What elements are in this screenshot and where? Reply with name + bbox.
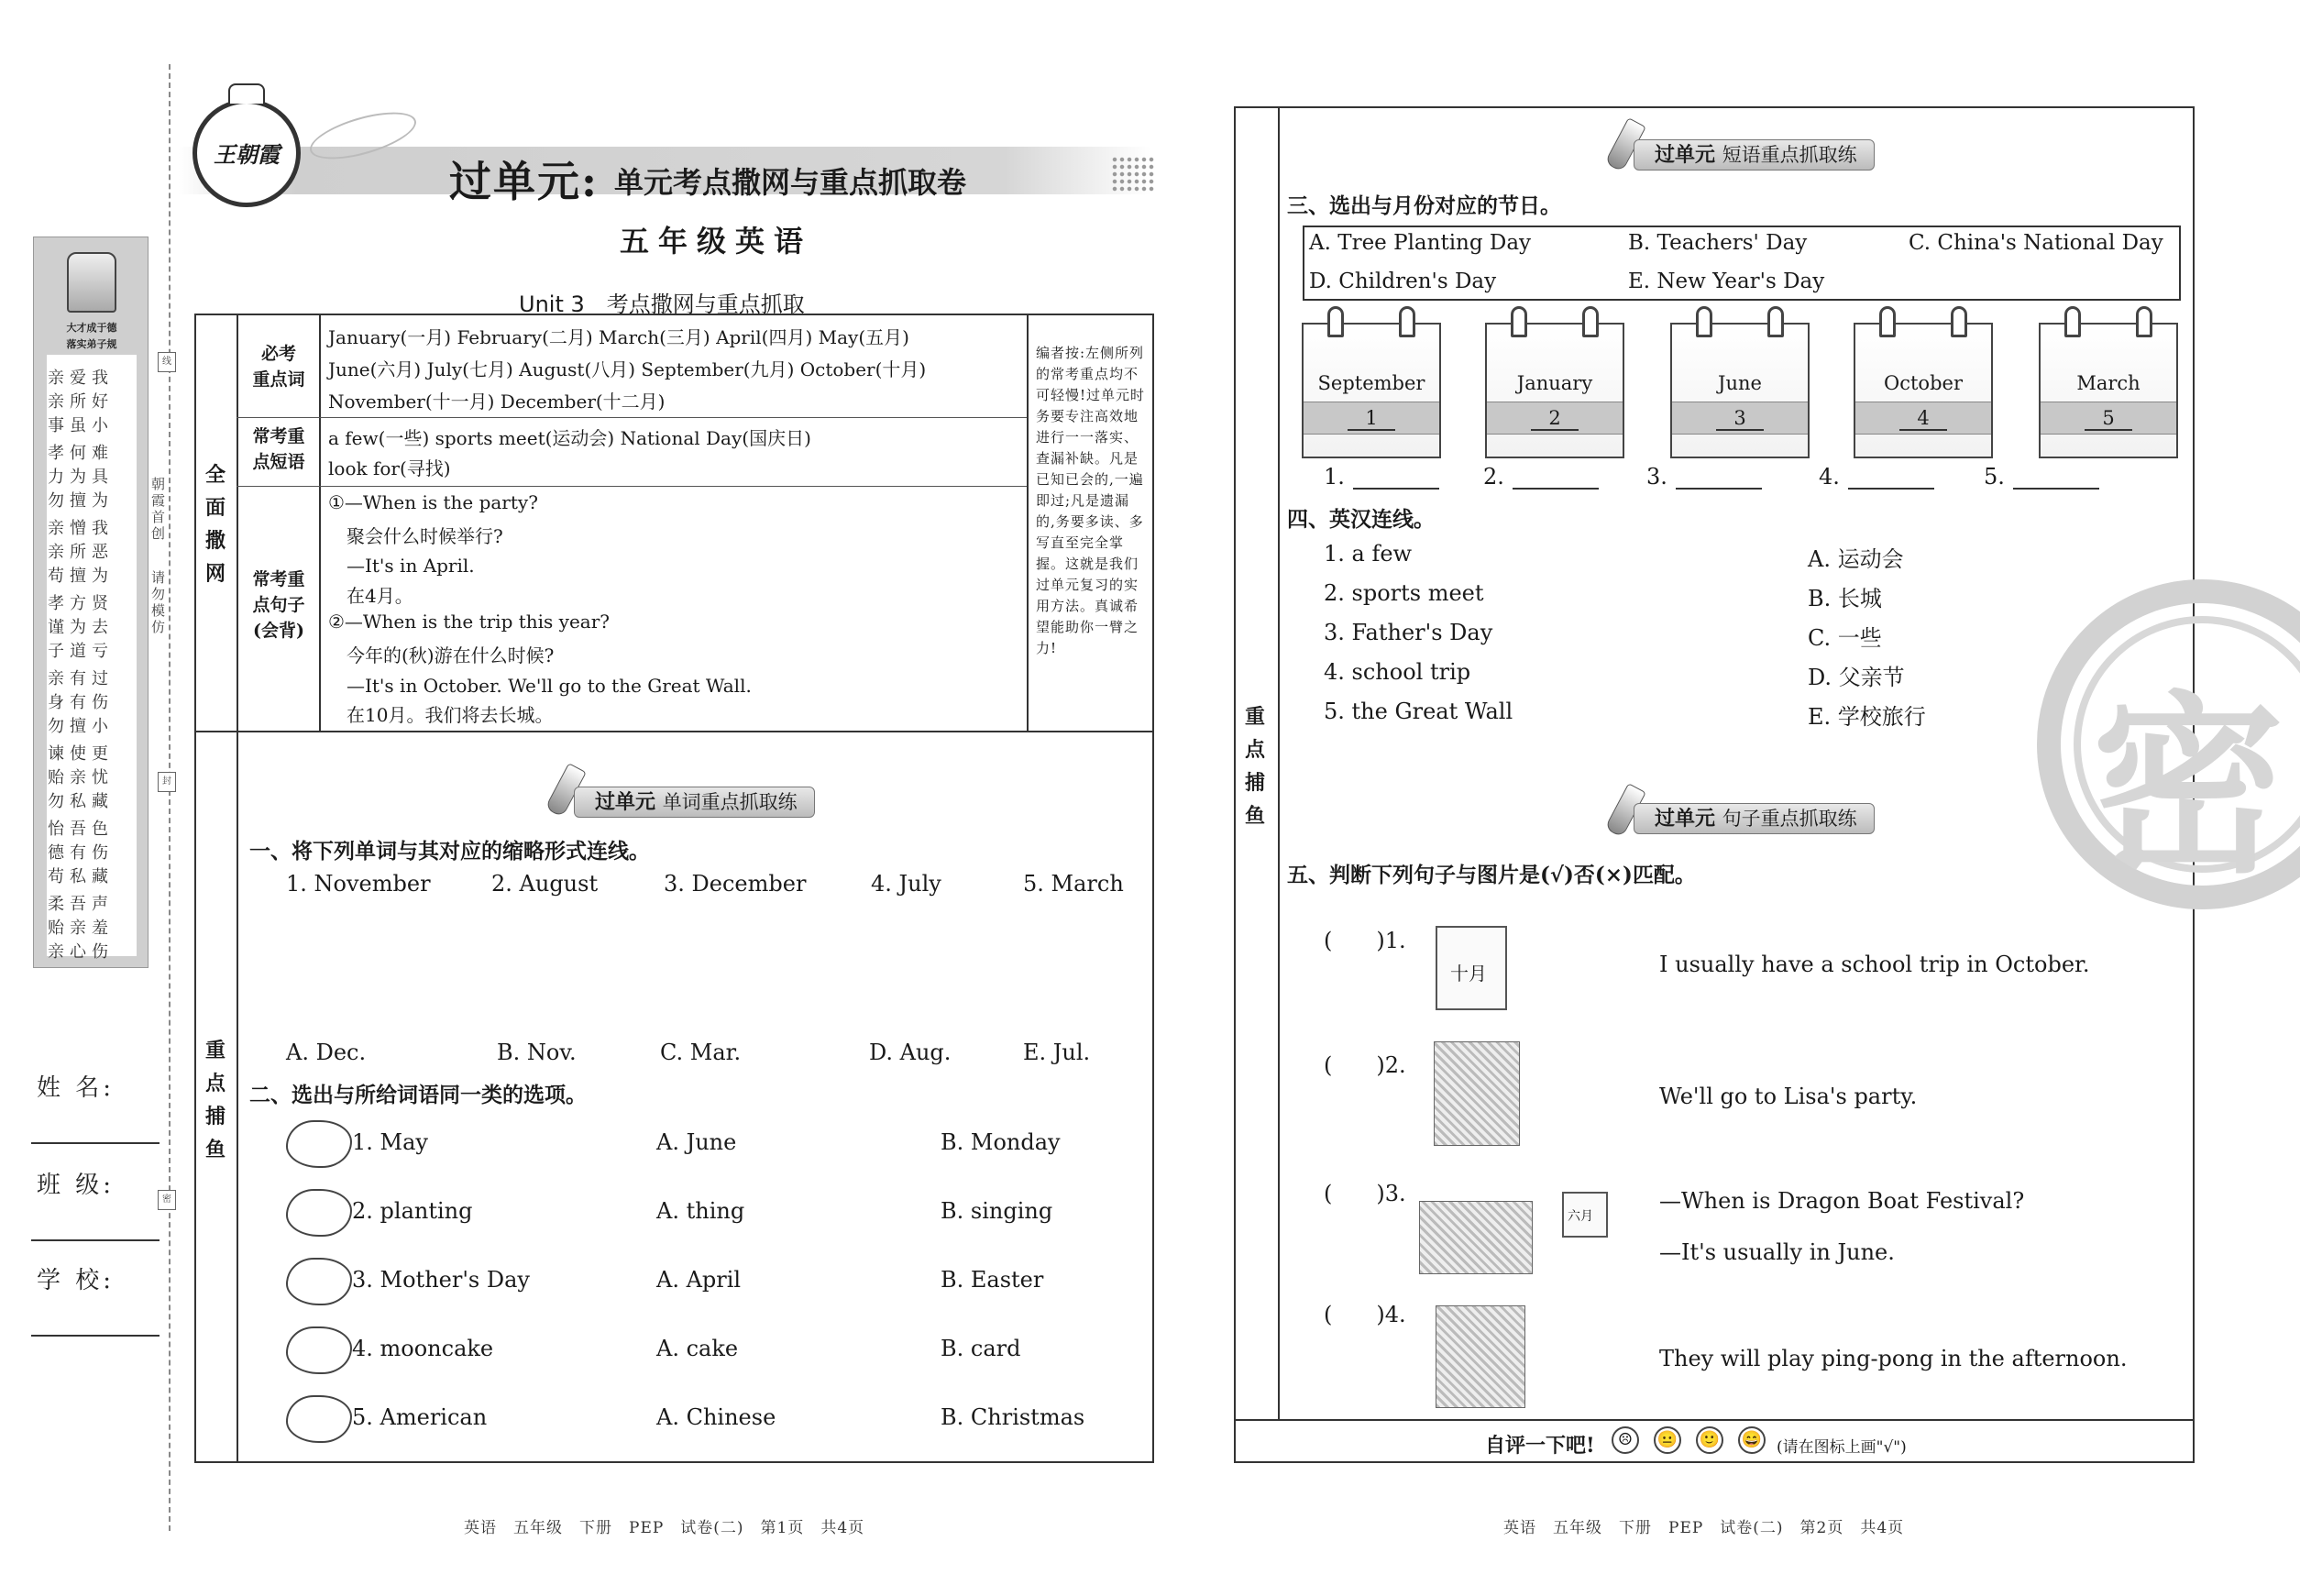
table-divider bbox=[194, 731, 1154, 732]
grade-title: 五年级英语 bbox=[620, 224, 813, 259]
calendar-card bbox=[1670, 323, 1810, 458]
answer-paren[interactable]: ( )2. bbox=[1324, 1052, 1406, 1078]
title-sub: 单元考点撒网与重点抓取卷 bbox=[614, 165, 967, 200]
side-note-2: 请勿模仿 bbox=[149, 570, 166, 636]
q4-right: C. 一些 bbox=[1808, 625, 1882, 651]
dragon-boat-picture bbox=[1419, 1201, 1533, 1274]
logo-text: 王朝霞 bbox=[214, 141, 280, 168]
q3-option: B. Teachers' Day bbox=[1628, 231, 1808, 255]
verse-char-col: 憎所擅 bbox=[70, 519, 88, 586]
brand-logo bbox=[193, 99, 301, 207]
q4-left: 2. sports meet bbox=[1324, 580, 1484, 606]
footer-right: 英语 五年级 下册 PEP 试卷(二) 第2页 共4页 bbox=[1503, 1519, 1905, 1537]
ring-icon bbox=[1327, 306, 1344, 337]
self-eval-label: 自评一下吧! bbox=[1485, 1434, 1595, 1458]
must-words-label: 必考 重点词 bbox=[252, 344, 305, 390]
section-char: 点 bbox=[1244, 738, 1265, 762]
section-char: 面 bbox=[204, 496, 226, 520]
sentence-line: 今年的(秋)游在什么时候? bbox=[328, 644, 555, 666]
q3-option: C. China's National Day bbox=[1909, 231, 2163, 255]
calendar-card bbox=[1485, 323, 1624, 458]
verse-char-col: 方为道 bbox=[70, 594, 88, 661]
q2-question: 4. mooncake bbox=[352, 1336, 494, 1361]
footer-left: 英语 五年级 下册 PEP 试卷(二) 第1页 共4页 bbox=[464, 1519, 865, 1537]
rating-face-icon[interactable]: 🙂 bbox=[1696, 1426, 1723, 1454]
great-wall-picture bbox=[1434, 1041, 1520, 1146]
q3-title: 三、选出与月份对应的节日。 bbox=[1287, 193, 1561, 218]
calendar-number: 1 bbox=[1348, 407, 1395, 431]
q2-option-b: B. singing bbox=[941, 1198, 1053, 1224]
q2-question: 3. Mother's Day bbox=[352, 1267, 530, 1293]
verse-char-col: 难具为 bbox=[92, 444, 110, 511]
phrase-line: a few(一些) sports meet(运动会) National Day(国庆日) bbox=[328, 427, 811, 449]
verse-char-col: 过伤小 bbox=[92, 669, 110, 736]
q2-option-b: B. card bbox=[941, 1336, 1021, 1361]
verse-char-col: 柔贻亲 bbox=[48, 895, 66, 962]
q3-option: A. Tree Planting Day bbox=[1309, 231, 1532, 255]
calendar-card bbox=[1854, 323, 1993, 458]
section-char: 网 bbox=[204, 562, 226, 586]
section-char: 点 bbox=[204, 1072, 226, 1095]
table-divider bbox=[237, 486, 1027, 487]
verse-char-col: 爱所虽 bbox=[70, 369, 88, 435]
answer-paren[interactable]: ( )4. bbox=[1324, 1302, 1406, 1327]
answer-paren[interactable]: ( )3. bbox=[1324, 1181, 1406, 1206]
unit-title: Unit 3 考点撒网与重点抓取 bbox=[519, 292, 805, 317]
calendar-number: 4 bbox=[1899, 407, 1947, 431]
q2-option-b: B. Easter bbox=[941, 1267, 1044, 1293]
watermark-char: 密 bbox=[2092, 673, 2285, 899]
q5-sentence: We'll go to Lisa's party. bbox=[1659, 1084, 1918, 1109]
q4-left: 3. Father's Day bbox=[1324, 620, 1493, 645]
calendar-month: October bbox=[1884, 372, 1963, 394]
section-char: 捕 bbox=[1244, 771, 1265, 795]
calendar-month: January bbox=[1516, 372, 1593, 394]
calendar-number: 5 bbox=[2085, 407, 2132, 431]
calendar-october-picture bbox=[1436, 926, 1507, 1010]
q2-option-a: A. June bbox=[656, 1129, 737, 1155]
verse-char-col: 亲亲事 bbox=[48, 369, 66, 435]
side-note-1: 朝霞首创 bbox=[149, 477, 166, 543]
q5-sentence: —It's usually in June. bbox=[1659, 1239, 1895, 1265]
cloud-answer-box[interactable] bbox=[286, 1120, 352, 1168]
basketball-picture bbox=[1436, 1305, 1525, 1408]
verse-char-col: 亲身勿 bbox=[48, 669, 66, 736]
school-label: 学 校: bbox=[37, 1267, 116, 1294]
verse-char-col: 声羞伤 bbox=[92, 895, 110, 962]
q2-option-b: B. Christmas bbox=[941, 1404, 1085, 1430]
rating-face-icon[interactable]: ☹ bbox=[1612, 1426, 1639, 1454]
title-main: 过单元: bbox=[449, 157, 599, 206]
q4-left: 4. school trip bbox=[1324, 659, 1471, 685]
calendar-number: 3 bbox=[1716, 407, 1764, 431]
motto-line-1: 大才成于德 bbox=[66, 322, 117, 334]
q1-word: 3. December bbox=[664, 871, 807, 897]
calendar-month: September bbox=[1317, 372, 1425, 394]
q1-abbr: D. Aug. bbox=[869, 1040, 952, 1065]
sentence-line: ①—When is the party? bbox=[328, 491, 538, 513]
verse-char-col: 何为擅 bbox=[70, 444, 88, 511]
sentence-line: 在10月。我们将去长城。 bbox=[328, 704, 554, 727]
ring-icon bbox=[1951, 306, 1967, 337]
crown-icon bbox=[228, 83, 265, 104]
calendar-month: June bbox=[1718, 372, 1762, 394]
word-line: June(六月) July(七月) August(八月) September(九月) October(十月) bbox=[328, 358, 927, 380]
sentence-line: 聚会什么时候举行? bbox=[328, 524, 503, 547]
q1-word: 4. July bbox=[871, 871, 941, 897]
q4-title: 四、英汉连线。 bbox=[1287, 507, 1435, 532]
answer-blank[interactable] bbox=[1676, 488, 1762, 490]
q1-title: 一、将下列单词与其对应的缩略形式连线。 bbox=[249, 839, 650, 864]
rating-face-icon[interactable]: 😄 bbox=[1738, 1426, 1766, 1454]
verse-char-col: 吾有私 bbox=[70, 820, 88, 886]
q1-word: 2. August bbox=[491, 871, 599, 897]
answer-blank[interactable] bbox=[1353, 488, 1439, 490]
cloud-answer-box[interactable] bbox=[286, 1326, 352, 1374]
q2-title: 二、选出与所给词语同一类的选项。 bbox=[249, 1083, 587, 1107]
section-char: 鱼 bbox=[204, 1138, 226, 1161]
calendar-label: 六月 bbox=[1568, 1209, 1593, 1224]
panel-divider bbox=[1278, 106, 1280, 1419]
rating-face-icon[interactable]: 😐 bbox=[1654, 1426, 1681, 1454]
table-divider bbox=[319, 314, 321, 732]
editor-note: 编者按:左侧所列的常考重点均不可轻慢!过单元时务要专注高效地进行一一落实、查漏补缺。凡是已知已会的,一遍即过;凡是遗漏的,务要多读、多写直至完全掌握。这就是我们过单元复习的实用方法。真诚希望能助你一臂之力! bbox=[1036, 345, 1146, 656]
word-line: January(一月) February(二月) March(三月) April(四月) May(五月) bbox=[328, 326, 909, 348]
table-divider bbox=[237, 417, 1027, 418]
dotted-ornament bbox=[1111, 156, 1155, 193]
verse-char-col: 使亲私 bbox=[70, 744, 88, 811]
q2-option-a: A. cake bbox=[656, 1336, 739, 1361]
verse-char-col: 怡德苟 bbox=[48, 820, 66, 886]
scholar-figure-icon bbox=[67, 252, 116, 313]
badge-head: 过单元 bbox=[1655, 143, 1716, 167]
blank-number: 5. bbox=[1984, 464, 2005, 490]
section-char: 全 bbox=[204, 463, 226, 487]
class-label: 班 级: bbox=[37, 1172, 116, 1199]
phrase-practice-badge bbox=[1634, 139, 1875, 171]
badge-text: 单词重点抓取练 bbox=[662, 791, 798, 813]
badge-head: 过单元 bbox=[1655, 807, 1716, 831]
sentences-label: 常考重 点句子 (会背) bbox=[252, 569, 305, 641]
q1-abbr: B. Nov. bbox=[497, 1040, 577, 1065]
q4-left: 5. the Great Wall bbox=[1324, 699, 1513, 724]
name-line[interactable] bbox=[31, 1142, 160, 1144]
calendar-label: 十月 bbox=[1450, 963, 1487, 985]
badge-text: 句子重点抓取练 bbox=[1722, 808, 1857, 830]
calendar-june-picture bbox=[1562, 1192, 1608, 1238]
q3-option: D. Children's Day bbox=[1309, 270, 1497, 293]
answer-blank[interactable] bbox=[1513, 488, 1599, 490]
cloud-answer-box[interactable] bbox=[286, 1189, 352, 1237]
q4-right: A. 运动会 bbox=[1808, 546, 1904, 572]
cut-line bbox=[169, 64, 171, 1531]
motto-line-2: 落实弟子规 bbox=[66, 338, 117, 350]
sentence-line: —It's in October. We'll go to the Great Wall. bbox=[328, 674, 752, 697]
calendar-month: March bbox=[2076, 372, 2140, 394]
ring-icon bbox=[1399, 306, 1415, 337]
verse-char-col: 孝力勿 bbox=[48, 444, 66, 511]
verse-char-col: 有有擅 bbox=[70, 669, 88, 736]
panel-divider bbox=[1234, 1419, 2195, 1421]
blank-number: 3. bbox=[1646, 464, 1667, 490]
verse-char-col: 亲亲苟 bbox=[48, 519, 66, 586]
section-char: 捕 bbox=[204, 1105, 226, 1128]
verse-char-col: 我恶为 bbox=[92, 519, 110, 586]
verse-char-col: 谏贻勿 bbox=[48, 744, 66, 811]
q2-question: 2. planting bbox=[352, 1198, 473, 1224]
answer-blank[interactable] bbox=[1848, 488, 1934, 490]
class-line[interactable] bbox=[31, 1239, 160, 1241]
verse-char-col: 吾亲心 bbox=[70, 895, 88, 962]
section-char: 撒 bbox=[204, 529, 226, 553]
cloud-answer-box[interactable] bbox=[286, 1395, 352, 1443]
badge-head: 过单元 bbox=[595, 790, 656, 814]
calendar-number: 2 bbox=[1531, 407, 1579, 431]
sentence-line: 在4月。 bbox=[328, 584, 413, 607]
q2-question: 5. American bbox=[352, 1404, 488, 1430]
section-char: 鱼 bbox=[1244, 804, 1265, 828]
ring-icon bbox=[2064, 306, 2081, 337]
cloud-answer-box[interactable] bbox=[286, 1258, 352, 1305]
verse-char-col: 我好小 bbox=[92, 369, 110, 435]
answer-blank[interactable] bbox=[2013, 488, 2099, 490]
sentence-line: —It's in April. bbox=[328, 555, 475, 578]
name-label: 姓 名: bbox=[37, 1074, 116, 1102]
q3-option: E. New Year's Day bbox=[1628, 270, 1825, 293]
q4-left: 1. a few bbox=[1324, 541, 1413, 567]
self-eval-hint: (请在图标上画"√") bbox=[1777, 1438, 1907, 1457]
blank-number: 1. bbox=[1324, 464, 1345, 490]
ring-icon bbox=[1696, 306, 1712, 337]
ring-icon bbox=[2136, 306, 2152, 337]
blank-number: 4. bbox=[1819, 464, 1840, 490]
school-line[interactable] bbox=[31, 1335, 160, 1337]
phrase-line: look for(寻找) bbox=[328, 457, 451, 479]
sentence-practice-badge bbox=[1634, 803, 1875, 834]
q1-abbr: E. Jul. bbox=[1023, 1040, 1091, 1065]
q1-word: 1. November bbox=[286, 871, 431, 897]
word-line: November(十一月) December(十二月) bbox=[328, 391, 666, 413]
calendar-card bbox=[1302, 323, 1441, 458]
q4-right: E. 学校旅行 bbox=[1808, 704, 1926, 730]
table-divider bbox=[1027, 314, 1029, 732]
seal-mark-xian: 线 bbox=[158, 352, 176, 372]
calendar-card bbox=[2039, 323, 2178, 458]
ring-icon bbox=[1879, 306, 1896, 337]
badge-text: 短语重点抓取练 bbox=[1722, 144, 1857, 166]
answer-paren[interactable]: ( )1. bbox=[1324, 928, 1406, 953]
ring-icon bbox=[1582, 306, 1599, 337]
section-char: 重 bbox=[1244, 705, 1265, 729]
q5-sentence: —When is Dragon Boat Festival? bbox=[1659, 1188, 2025, 1214]
word-practice-badge bbox=[574, 787, 815, 818]
q2-option-a: A. April bbox=[656, 1267, 742, 1293]
q4-right: D. 父亲节 bbox=[1808, 665, 1905, 690]
ring-icon bbox=[1767, 306, 1784, 337]
verse-char-col: 孝谨子 bbox=[48, 594, 66, 661]
q1-word: 5. March bbox=[1023, 871, 1124, 897]
q1-abbr: A. Dec. bbox=[286, 1040, 367, 1065]
section-char: 重 bbox=[204, 1039, 226, 1062]
seal-mark-mi: 密 bbox=[158, 1190, 176, 1210]
sentence-line: ②—When is the trip this year? bbox=[328, 611, 611, 633]
verse-char-col: 更忧藏 bbox=[92, 744, 110, 811]
q2-option-b: B. Monday bbox=[941, 1129, 1061, 1155]
q5-sentence: I usually have a school trip in October. bbox=[1659, 952, 2090, 977]
verse-char-col: 贤去亏 bbox=[92, 594, 110, 661]
q5-title: 五、判断下列句子与图片是(√)否(×)匹配。 bbox=[1287, 863, 1696, 887]
phrases-label: 常考重 点短语 bbox=[252, 426, 305, 472]
seal-mark-feng: 封 bbox=[158, 772, 176, 792]
verse-char-col: 色伤藏 bbox=[92, 820, 110, 886]
q1-abbr: C. Mar. bbox=[660, 1040, 742, 1065]
q2-option-a: A. thing bbox=[656, 1198, 745, 1224]
q4-right: B. 长城 bbox=[1808, 586, 1882, 611]
blank-number: 2. bbox=[1483, 464, 1504, 490]
q2-question: 1. May bbox=[352, 1129, 428, 1155]
ring-icon bbox=[1511, 306, 1527, 337]
q2-option-a: A. Chinese bbox=[656, 1404, 776, 1430]
q5-sentence: They will play ping-pong in the afternoon. bbox=[1659, 1346, 2128, 1371]
